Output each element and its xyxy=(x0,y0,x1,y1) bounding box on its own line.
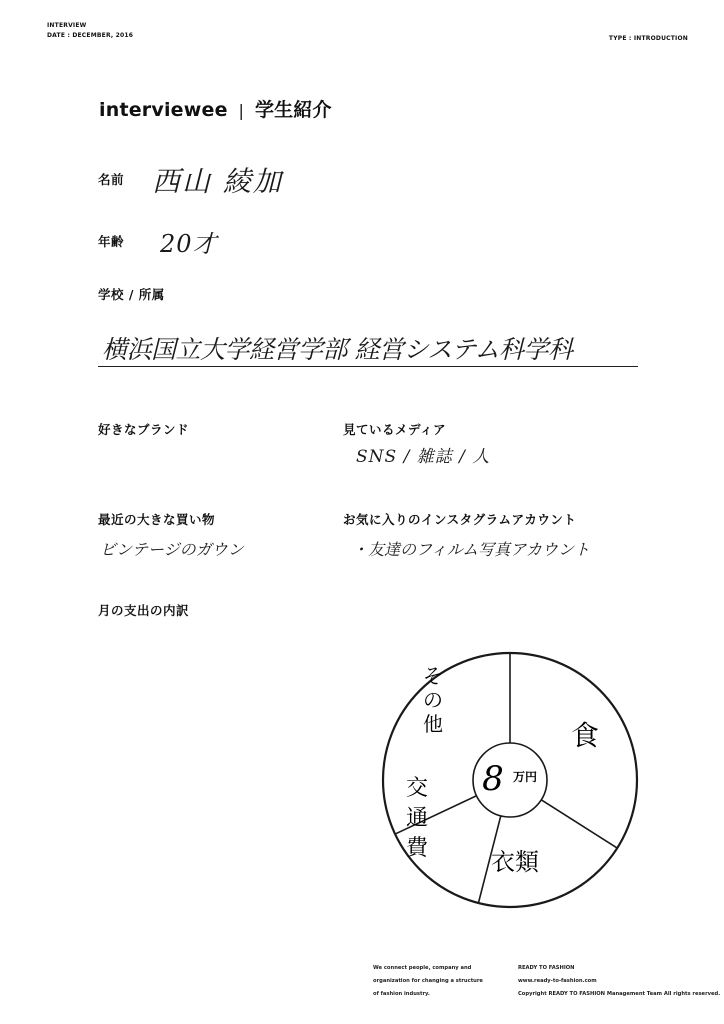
school-value: 横浜国立大学経営学部 経営システム科学科 xyxy=(102,335,573,364)
spending-chart xyxy=(355,625,665,935)
school-label: 学校 / 所属 xyxy=(98,287,165,302)
title-en: interviewee xyxy=(99,99,228,121)
chart-label-clothes: 衣類 xyxy=(491,848,539,876)
lbl-other-char: そ xyxy=(423,664,443,688)
footer-tagline-line-1: We connect people, company and xyxy=(373,965,472,971)
footer-brand-block xyxy=(518,962,720,1001)
spending-label: 月の支出の内訳 xyxy=(98,603,190,618)
footer-tagline-line-2: organization for changing a structure xyxy=(373,978,483,984)
name-value: 西山 綾加 xyxy=(152,165,283,198)
media-label: 見ているメディア xyxy=(343,422,447,437)
header-type: TYPE : INTRODUCTION xyxy=(608,35,688,42)
lbl-transport-char: 通 xyxy=(405,806,429,831)
chart-divider-2 xyxy=(541,800,617,848)
chart-center-value: 8 xyxy=(482,759,504,799)
header-category: INTERVIEW xyxy=(47,22,87,29)
school-underline xyxy=(98,366,638,367)
chart-label-transport xyxy=(406,776,429,861)
title-separator: | xyxy=(238,101,245,120)
title-jp: 学生紹介 xyxy=(254,99,332,121)
footer-copyright: Copyright READY TO FASHION Management Team All rights reserved. xyxy=(518,991,721,997)
footer-tagline xyxy=(373,962,483,1001)
instagram-value: ・友達のフィルム写真アカウント xyxy=(352,540,590,559)
lbl-transport-char: 交 xyxy=(405,776,429,801)
footer-url[interactable]: www.ready-to-fashion.com xyxy=(518,978,597,984)
age-label: 年齢 xyxy=(98,234,125,249)
chart-center-unit: 万円 xyxy=(512,770,538,784)
media-value: SNS / 雑誌 / 人 xyxy=(356,447,491,467)
footer-tagline-line-3: of fashion industry. xyxy=(373,991,430,997)
purchase-label: 最近の大きな買い物 xyxy=(98,512,216,527)
page-title xyxy=(99,95,332,122)
lbl-other-char: の xyxy=(423,688,443,712)
purchase-value: ビンテージのガウン xyxy=(100,540,244,559)
header-date: DATE : DECEMBER, 2016 xyxy=(47,32,134,39)
lbl-other-char: 他 xyxy=(423,712,443,736)
age-value: 20才 xyxy=(160,230,218,258)
chart-label-other xyxy=(423,664,443,736)
name-label: 名前 xyxy=(98,172,125,187)
footer-brand: READY TO FASHION xyxy=(518,965,575,971)
chart-label-food: 食 xyxy=(570,719,600,752)
lbl-transport-char: 費 xyxy=(405,836,429,861)
brand-label: 好きなブランド xyxy=(98,422,190,437)
instagram-label: お気に入りのインスタグラムアカウント xyxy=(343,512,577,527)
